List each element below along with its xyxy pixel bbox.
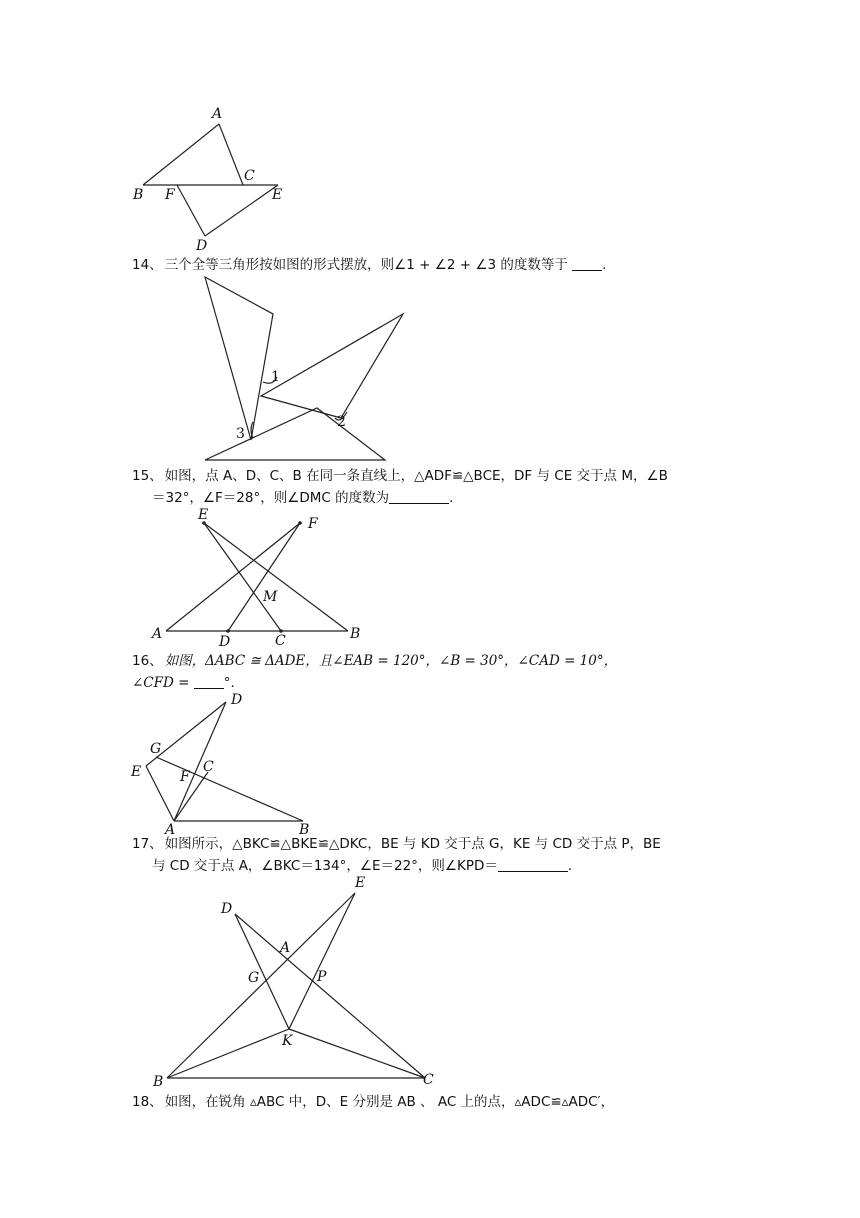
label-G: G <box>248 970 260 986</box>
label-E: E <box>131 764 142 780</box>
question-15 <box>132 465 668 487</box>
label-A: A <box>165 822 176 838</box>
period: . <box>449 490 454 506</box>
label-D: D <box>231 692 243 708</box>
question-number: 15、 <box>132 468 163 484</box>
label-F: F <box>180 769 190 785</box>
label-M: M <box>263 589 278 605</box>
answer-blank <box>572 256 602 271</box>
question-18 <box>132 1091 614 1113</box>
angle-label-1: 1 <box>271 369 280 385</box>
label-F: F <box>165 187 175 203</box>
question-15-line2 <box>152 487 453 509</box>
label-E: E <box>272 187 283 203</box>
question-number: 16、 <box>132 653 163 669</box>
question-text-line2: 与 CD 交于点 A，∠BKC＝134°，∠E＝22°，则∠KPD＝ <box>152 858 498 874</box>
answer-blank <box>389 489 449 504</box>
question-text: 三个全等三角形按如图的形式摆放，则∠1 + ∠2 + ∠3 的度数等于 <box>164 257 568 273</box>
degree-unit: °. <box>223 675 235 691</box>
figure-q14 <box>195 272 410 467</box>
label-E: E <box>198 507 209 523</box>
answer-blank <box>194 674 224 689</box>
question-16 <box>132 650 617 672</box>
label-B: B <box>299 822 310 838</box>
label-D: D <box>196 238 208 254</box>
label-C: C <box>244 168 255 184</box>
label-C: C <box>275 633 286 649</box>
question-number: 14、 <box>132 257 163 273</box>
label-B: B <box>350 626 361 642</box>
question-17 <box>132 833 661 855</box>
label-P: P <box>317 969 327 985</box>
label-A: A <box>212 106 223 122</box>
label-B: B <box>133 187 144 203</box>
angle-label-2: 2 <box>337 414 346 430</box>
period: . <box>567 858 573 874</box>
figure-q15 <box>148 508 368 648</box>
label-A: A <box>152 626 163 642</box>
question-text-line2: ∠CFD = <box>132 675 190 691</box>
angle-label-3: 3 <box>236 426 245 442</box>
label-A: A <box>280 940 291 956</box>
question-text-line1: 如图所示，△BKC≌△BKE≌△DKC，BE 与 KD 交于点 G，KE 与 CD 交于点 P，BE <box>164 836 661 852</box>
label-G: G <box>150 741 162 757</box>
label-D: D <box>219 634 231 650</box>
figure-q16 <box>128 690 323 840</box>
question-text: 如图，在锐角 ▵ABC 中，D、E 分别是 AB 、 AC 上的点，▵ADC≌▵ADC′， <box>164 1094 615 1110</box>
label-C: C <box>423 1072 434 1088</box>
label-F: F <box>308 516 318 532</box>
figure-q13 <box>125 100 300 260</box>
question-number: 18、 <box>132 1094 163 1110</box>
label-K: K <box>282 1033 293 1049</box>
question-text-line2: ＝32°，∠F＝28°，则∠DMC 的度数为 <box>152 490 390 506</box>
figure-q17 <box>145 872 445 1092</box>
label-B: B <box>153 1074 164 1090</box>
label-C: C <box>203 759 214 775</box>
label-E: E <box>355 875 366 891</box>
question-number: 17、 <box>132 836 163 852</box>
answer-blank <box>498 857 568 872</box>
period: . <box>602 257 607 273</box>
label-D: D <box>221 901 233 917</box>
question-text-line1: 如图，点 A、D、C、B 在同一条直线上，△ADF≌△BCE，DF 与 CE 交于点 M，∠B <box>164 468 668 484</box>
question-text-line1: 如图，ΔABC ≅ ΔADE，且∠EAB = 120°，∠B = 30°，∠CAD = 10°， <box>164 653 618 669</box>
